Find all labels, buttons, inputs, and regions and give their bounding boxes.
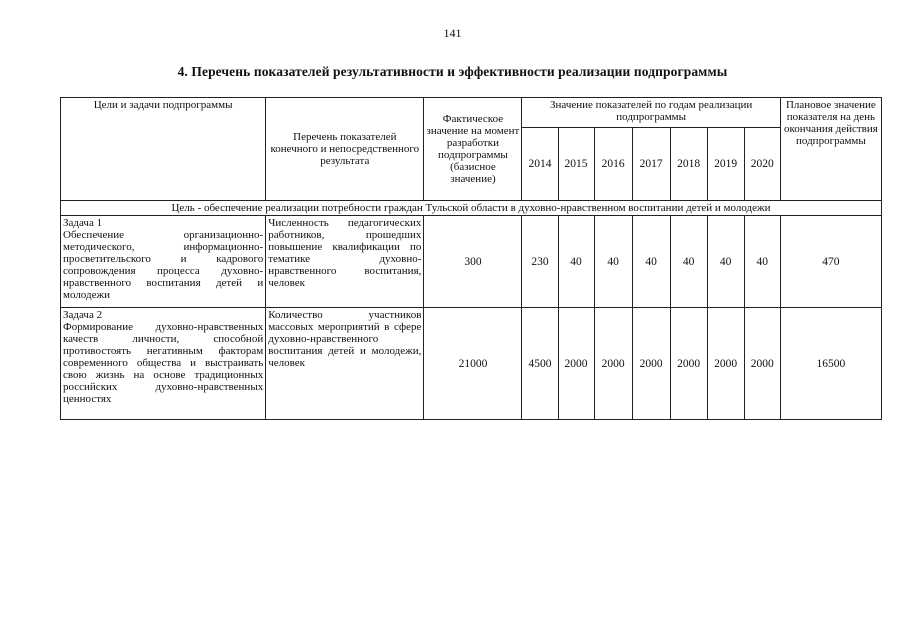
task-title: Задача 2 bbox=[63, 309, 103, 321]
indicator-text: Количество участников массовых мероприятий в сфере духовно-нравственного воспитания детей и молодежи, человек bbox=[266, 308, 424, 420]
value-2017: 40 bbox=[632, 216, 670, 308]
task-cell bbox=[61, 308, 266, 420]
year-2014: 2014 bbox=[522, 128, 558, 201]
value-2019: 2000 bbox=[707, 308, 744, 420]
value-2015: 40 bbox=[558, 216, 594, 308]
value-2014: 230 bbox=[522, 216, 558, 308]
year-2017: 2017 bbox=[632, 128, 670, 201]
value-2018: 40 bbox=[670, 216, 707, 308]
section-title: 4. Перечень показателей результативности и эффективности реализации подпрограммы bbox=[177, 64, 728, 79]
value-2017: 2000 bbox=[632, 308, 670, 420]
value-2015: 2000 bbox=[558, 308, 594, 420]
planned-value: 470 bbox=[780, 216, 881, 308]
task-title: Задача 1 bbox=[63, 217, 103, 229]
goal-text: Цель - обеспечение реализации потребности граждан Тульской области в духовно-нравственном воспитании детей и молодежи bbox=[61, 201, 882, 216]
value-2020: 2000 bbox=[744, 308, 780, 420]
year-2018: 2018 bbox=[670, 128, 707, 201]
value-2016: 40 bbox=[594, 216, 632, 308]
header-goals: Цели и задачи подпрограммы bbox=[61, 98, 266, 201]
task-text: Обеспечение организационно-методического, информационно-просветительского и кадрового сопровождения процесса духовно-нравственного воспитания детей и молодежи bbox=[63, 229, 264, 301]
actual-value: 21000 bbox=[424, 308, 522, 420]
indicators-table bbox=[60, 97, 882, 420]
header-indicators: Перечень показателей конечного и непосредственного результата bbox=[266, 98, 424, 201]
indicator-text: Численность педагогических работников, прошедших повышение квалификации по тематике духовно-нравственного воспитания, человек bbox=[266, 216, 424, 308]
header-actual-value: Фактическое значение на момент разработки подпрограммы (базисное значение) bbox=[424, 98, 522, 201]
value-2019: 40 bbox=[707, 216, 744, 308]
value-2020: 40 bbox=[744, 216, 780, 308]
value-2018: 2000 bbox=[670, 308, 707, 420]
header-row-1 bbox=[61, 98, 882, 128]
goal-row bbox=[61, 201, 882, 216]
year-2019: 2019 bbox=[707, 128, 744, 201]
actual-value: 300 bbox=[424, 216, 522, 308]
page-number: 141 bbox=[443, 26, 462, 40]
value-2016: 2000 bbox=[594, 308, 632, 420]
header-values-by-year: Значение показателей по годам реализации подпрограммы bbox=[522, 98, 780, 128]
header-planned-value: Плановое значение показателя на день окончания действия подпрограммы bbox=[780, 98, 881, 201]
task-cell bbox=[61, 216, 266, 308]
planned-value: 16500 bbox=[780, 308, 881, 420]
table-row bbox=[61, 308, 882, 420]
table-row bbox=[61, 216, 882, 308]
year-2020: 2020 bbox=[744, 128, 780, 201]
value-2014: 4500 bbox=[522, 308, 558, 420]
task-text: Формирование духовно-нравственных качеств личности, способной противостоять негативным факторам современного общества и выстраивать свою жизнь на основе традиционных российских духовно-нравственных ценностях bbox=[63, 321, 264, 405]
year-2016: 2016 bbox=[594, 128, 632, 201]
year-2015: 2015 bbox=[558, 128, 594, 201]
